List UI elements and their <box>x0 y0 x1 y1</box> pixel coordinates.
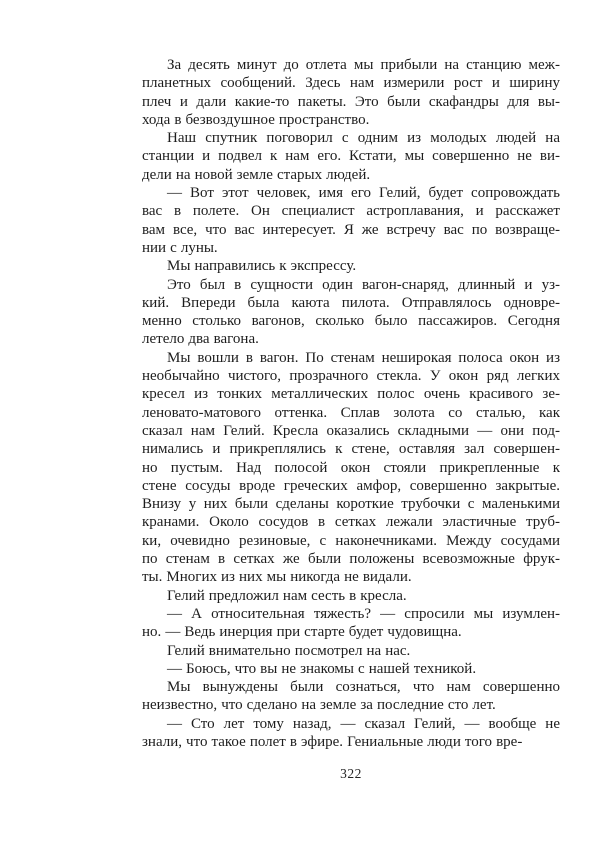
text-line: вас в полете. Он специалист астроплавания, и расскажет <box>142 203 560 220</box>
text-line: вам все, что вас интересует. Я же встречу вас по возвраще- <box>142 221 560 238</box>
text-line: планетных сообщений. Здесь нам измерили рост и ширину <box>142 75 560 92</box>
text-line: но. — Ведь инерция при старте будет чудовищна. <box>142 624 462 641</box>
text-line: летело два вагона. <box>142 331 259 348</box>
paragraph <box>142 587 560 605</box>
text-line: необычайно чистого, прозрачного стекла. У окон ряд легких <box>142 368 560 385</box>
text-line: неизвестно, что сделано на земле за последние сто лет. <box>142 697 496 714</box>
text-line: — Сто лет тому назад, — сказал Гелий, — вообще не <box>167 715 560 732</box>
text-line: менно столько вагонов, сколько было пассажиров. Сегодня <box>142 313 560 330</box>
page-number: 322 <box>340 766 362 781</box>
text-line: кресел из тонких металлических полос очень красивого зе- <box>142 386 560 403</box>
paragraph <box>142 349 560 587</box>
paragraph <box>142 56 560 129</box>
text-line: сказал нам Гелий. Кресла оказались складными — они под- <box>142 422 560 439</box>
text-line: Это был в сущности один вагон-снаряд, длинный и уз- <box>167 276 560 293</box>
text-line: станции и подвел к нам его. Кстати, мы совершенно не ви- <box>142 148 560 165</box>
text-line: леновато-матового оттенка. Сплав золота со сталью, как <box>142 404 560 421</box>
text-line: по стенам в сетках же были положены всевозможные фрук- <box>142 551 560 568</box>
text-line: Гелий предложил нам сесть в кресла. <box>167 587 407 604</box>
paragraph <box>142 129 560 184</box>
text-line: — А относительная тяжесть? — спросили мы изумлен- <box>167 605 560 622</box>
text-column <box>142 56 560 751</box>
text-line: ты. Многих из них мы никогда не видали. <box>142 569 412 586</box>
text-line: стене сосуды вроде греческих амфор, совершенно закрытые. <box>142 477 560 494</box>
text-line: нии с луны. <box>142 239 218 256</box>
text-line: плеч и дали какие-то пакеты. Это были скафандры для вы- <box>142 93 560 110</box>
text-line: хода в безвоздушное пространство. <box>142 111 370 128</box>
paragraph <box>142 605 560 642</box>
text-line: Мы направились к экспрессу. <box>167 258 357 275</box>
text-line: нимались и прикреплялись к стене, оставляя зал совершен- <box>142 441 560 458</box>
text-line: кий. Впереди была каюта пилота. Отправлялось одновре- <box>142 294 560 311</box>
paragraph <box>142 642 560 660</box>
text-line: знали, что такое полет в эфире. Гениальные люди того вре- <box>142 733 523 750</box>
text-line: но пустым. Над полосой окон стояли прикрепленные к <box>142 459 560 476</box>
text-line: — Боюсь, что вы не знакомы с нашей техникой. <box>167 660 477 677</box>
body-text <box>142 56 560 751</box>
paragraph <box>142 257 560 275</box>
text-line: За десять минут до отлета мы прибыли на станцию меж- <box>167 57 560 73</box>
paragraph <box>142 678 560 715</box>
text-line: кранами. Около сосудов в сетках лежали эластичные труб- <box>142 514 560 531</box>
text-line: Внизу у них были сделаны короткие трубочки с маленькими <box>142 496 560 513</box>
text-line: — Вот этот человек, имя его Гелий, будет сопровождать <box>167 185 560 202</box>
paragraph <box>142 660 560 678</box>
text-line: Гелий внимательно посмотрел на нас. <box>167 642 411 659</box>
paragraph <box>142 184 560 257</box>
text-line: Мы вынуждены были сознаться, что нам совершенно <box>167 679 560 696</box>
text-line: дели на новой земле старых людей. <box>142 166 371 183</box>
text-line: Наш спутник поговорил с одним из молодых людей на <box>167 130 560 147</box>
text-line: ки, очевидно резиновые, с наконечниками. Между сосудами <box>142 532 560 549</box>
text-line: Мы вошли в вагон. По стенам неширокая полоса окон из <box>167 349 560 366</box>
paragraph <box>142 276 560 349</box>
paragraph <box>142 715 560 752</box>
